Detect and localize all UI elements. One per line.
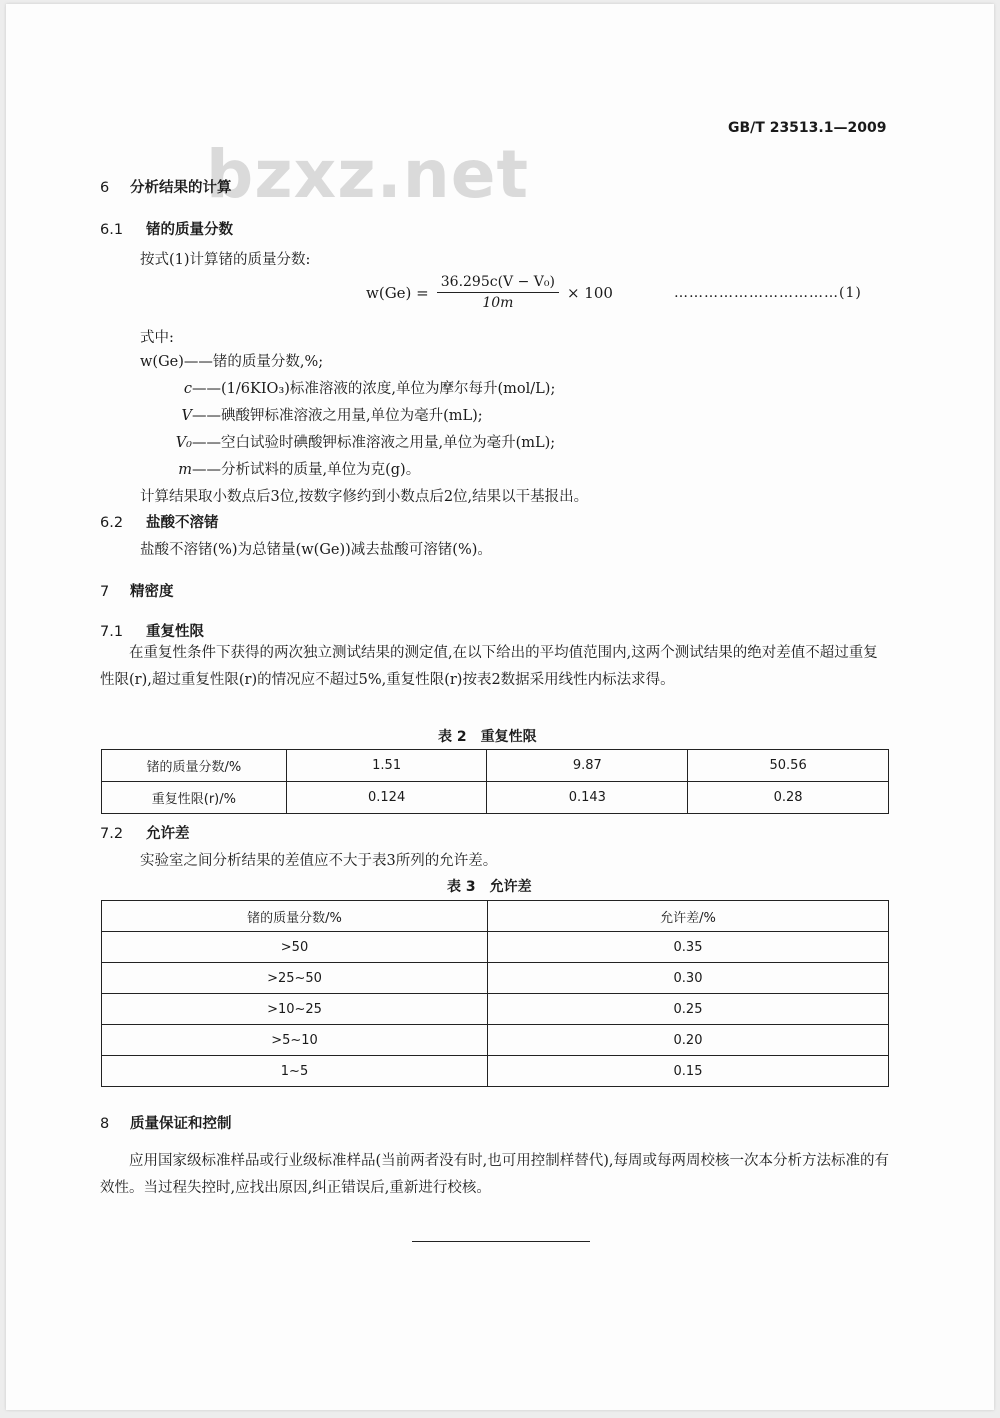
section-number: 7.1: [100, 624, 124, 640]
table-cell: >10~25: [102, 994, 488, 1025]
table-3-caption: 表 3 允许差: [447, 879, 532, 895]
watermark: bzxz.net: [206, 136, 530, 213]
section-8-text: 应用国家级标准样品或行业级标准样品(当前两者没有时,也可用控制样替代),每周或每两周校核一次本分析方法标准的有效性。当过程失控时,应找出原因,纠正错误后,重新进行校核。: [100, 1153, 890, 1196]
table-row: [102, 1056, 889, 1087]
table-3: [101, 900, 889, 1087]
section-7-2-heading: [100, 822, 190, 843]
table-cell: 0.15: [488, 1056, 889, 1087]
section-6-2-heading: [100, 511, 219, 532]
formula-lhs: w(Ge) =: [366, 283, 429, 302]
standard-number: GB/T 23513.1—2009: [728, 120, 887, 136]
section-7-heading: [100, 580, 174, 601]
table-cell: >25~50: [102, 963, 488, 994]
symbol-description: ——锗的质量分数,%;: [183, 354, 324, 370]
section-title: 质量保证和控制: [130, 1116, 232, 1132]
table-cell: 0.143: [487, 782, 688, 814]
table-row: [102, 782, 889, 814]
table-cell: 9.87: [487, 750, 688, 782]
symbol-row: [140, 350, 323, 371]
table-cell: 0.25: [488, 994, 889, 1025]
rounding-note: 计算结果取小数点后3位,按数字修约到小数点后2位,结果以干基报出。: [140, 489, 589, 505]
symbol: m: [178, 462, 192, 478]
table-cell: 0.20: [488, 1025, 889, 1056]
formula-numerator: 36.295c(V − V₀): [437, 274, 559, 293]
formula-denominator: 10m: [482, 295, 514, 311]
table-cell: 0.35: [488, 932, 889, 963]
table-header-row: [102, 901, 889, 932]
document-page: [6, 4, 994, 1410]
symbol: c: [183, 381, 192, 397]
table-cell: 0.28: [688, 782, 889, 814]
where-label: 式中:: [140, 330, 174, 346]
table-2: [101, 749, 889, 814]
equation-number: ……………………………(1): [674, 285, 862, 301]
formula-1: [366, 274, 613, 311]
section-7-2-text: 实验室之间分析结果的差值应不大于表3所列的允许差。: [140, 853, 498, 869]
table-row: [102, 932, 889, 963]
table-cell: 重复性限(r)/%: [102, 782, 287, 814]
table-cell: 0.124: [286, 782, 487, 814]
section-6-2-text: 盐酸不溶锗(%)为总锗量(w(Ge))减去盐酸可溶锗(%)。: [140, 542, 492, 558]
section-7-1-text: 在重复性条件下获得的两次独立测试结果的测定值,在以下给出的平均值范围内,这两个测试结果的绝对差值不超过重复性限(r),超过重复性限(r)的情况应不超过5%,重复性限(r)按表2数据采用线性内标法求得。: [100, 645, 878, 688]
section-title: 允许差: [146, 826, 190, 842]
table-cell: 1.51: [286, 750, 487, 782]
symbol-description: ——空白试验时碘酸钾标准溶液之用量,单位为毫升(mL);: [192, 435, 556, 451]
symbol-row: [140, 404, 483, 425]
table-cell: 50.56: [688, 750, 889, 782]
symbol: V₀: [175, 435, 192, 451]
table-header-cell: 锗的质量分数/%: [102, 901, 488, 932]
symbol-row: [140, 377, 555, 398]
symbol: V: [181, 408, 192, 424]
table-cell: 1~5: [102, 1056, 488, 1087]
symbol-description: ——碘酸钾标准溶液之用量,单位为毫升(mL);: [192, 408, 483, 424]
symbol-description: ——(1/6KIO₃)标准溶液的浓度,单位为摩尔每升(mol/L);: [192, 381, 556, 397]
section-title: 精密度: [130, 584, 174, 600]
table-cell: 锗的质量分数/%: [102, 750, 287, 782]
symbol-description: ——分析试料的质量,单位为克(g)。: [192, 462, 421, 478]
section-7-1-heading: [100, 620, 204, 641]
table-row: [102, 1025, 889, 1056]
end-rule: [412, 1241, 590, 1242]
table-cell: 0.30: [488, 963, 889, 994]
table-header-cell: 允许差/%: [488, 901, 889, 932]
section-number: 6.2: [100, 515, 124, 531]
table-cell: >5~10: [102, 1025, 488, 1056]
section-6-1-heading: [100, 218, 233, 239]
section-title: 分析结果的计算: [130, 180, 232, 196]
section-6-heading: [100, 176, 232, 197]
section-title: 盐酸不溶锗: [146, 515, 219, 531]
table-row: [102, 963, 889, 994]
formula-intro: 按式(1)计算锗的质量分数:: [140, 252, 311, 268]
table-cell: >50: [102, 932, 488, 963]
table-row: [102, 750, 889, 782]
section-number: 7: [100, 584, 110, 600]
section-8-heading: [100, 1112, 232, 1133]
section-number: 7.2: [100, 826, 124, 842]
table-row: [102, 994, 889, 1025]
section-number: 8: [100, 1116, 110, 1132]
formula-rhs: × 100: [566, 283, 613, 302]
formula-fraction: [437, 274, 559, 311]
symbol-row: [140, 431, 555, 452]
table-2-caption: 表 2 重复性限: [438, 729, 537, 745]
section-title: 重复性限: [146, 624, 204, 640]
section-number: 6.1: [100, 222, 124, 238]
symbol: w(Ge): [140, 354, 184, 370]
symbol-row: [140, 458, 420, 479]
section-title: 锗的质量分数: [146, 222, 233, 238]
section-number: 6: [100, 180, 110, 196]
